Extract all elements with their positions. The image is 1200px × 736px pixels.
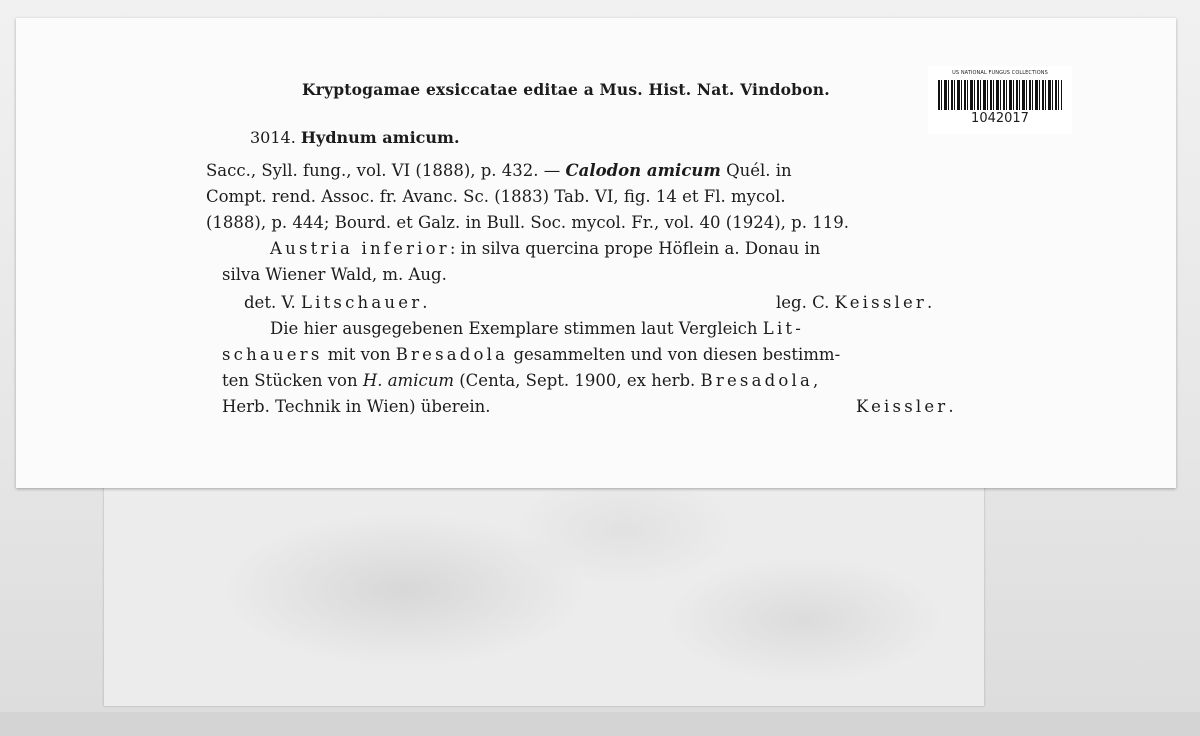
note-line-1 [270,316,804,342]
note-text: gesammelten und von diesen bestimm- [508,345,841,364]
specimen-name: Hydnum amicum. [300,128,460,147]
note-text: Die hier ausgegebenen Exemplare stimmen laut Vergleich [270,319,763,338]
collector-prefix: leg. C. [776,293,835,312]
person-name: Bresadola [700,371,814,390]
specimen-label [16,18,1176,488]
note-line-2 [222,342,840,368]
citation-line-2: Compt. rend. Assoc. fr. Avanc. Sc. (1883) Tab. VI, fig. 14 et Fl. mycol. [206,187,786,206]
signature-name: Keissler [856,397,949,416]
note-text: mit von [322,345,396,364]
synonym-name: Calodon amicum [565,161,721,180]
person-name: Lit- [762,319,805,338]
collector-name: Keissler [834,293,928,312]
person-name: schauers [222,345,323,364]
punctuation: . [948,397,954,416]
sheet-edge [0,712,1200,736]
note-line-3 [222,368,818,394]
citation-line-1 [206,158,792,184]
person-name: Bresadola [395,345,509,364]
label-header: Kryptogamae exsiccatae editae a Mus. Hist. Nat. Vindobon. [302,80,830,99]
barcode-sticker [928,66,1072,134]
barcode-caption: US NATIONAL FUNGUS COLLECTIONS [952,70,1048,76]
note-signature [856,394,954,420]
note-text: (Centa, Sept. 1900, ex herb. [454,371,701,390]
punctuation: . [927,293,933,312]
punctuation: . [422,293,428,312]
specimen-packet-texture [104,470,984,706]
locality-line-1 [270,236,820,262]
specimen-number: 3014. [250,128,296,147]
citation-text: Sacc., Syll. fung., vol. VI (1888), p. 432. — [206,161,566,180]
specimen-title [250,128,650,147]
locality-text: : in silva quercina prope Höflein a. Donau in [449,239,821,258]
specimen-packet [104,470,984,706]
locality-region: Austria inferior [270,239,450,258]
punctuation: , [813,371,819,390]
locality-line-2: silva Wiener Wald, m. Aug. [222,265,447,284]
note-text: ten Stücken von [222,371,363,390]
barcode-number: 1042017 [971,111,1029,126]
note-line-4: Herb. Technik in Wien) überein. [222,397,491,416]
determiner-name: Litschauer [300,293,423,312]
barcode-icon [938,80,1062,110]
species-name: H. amicum [362,371,454,390]
collector-line [776,290,932,316]
determiner-prefix: det. V. [244,293,301,312]
citation-line-3: (1888), p. 444; Bourd. et Galz. in Bull. Soc. mycol. Fr., vol. 40 (1924), p. 119. [206,213,849,232]
determiner-line [244,290,428,316]
citation-text: Quél. in [720,161,792,180]
